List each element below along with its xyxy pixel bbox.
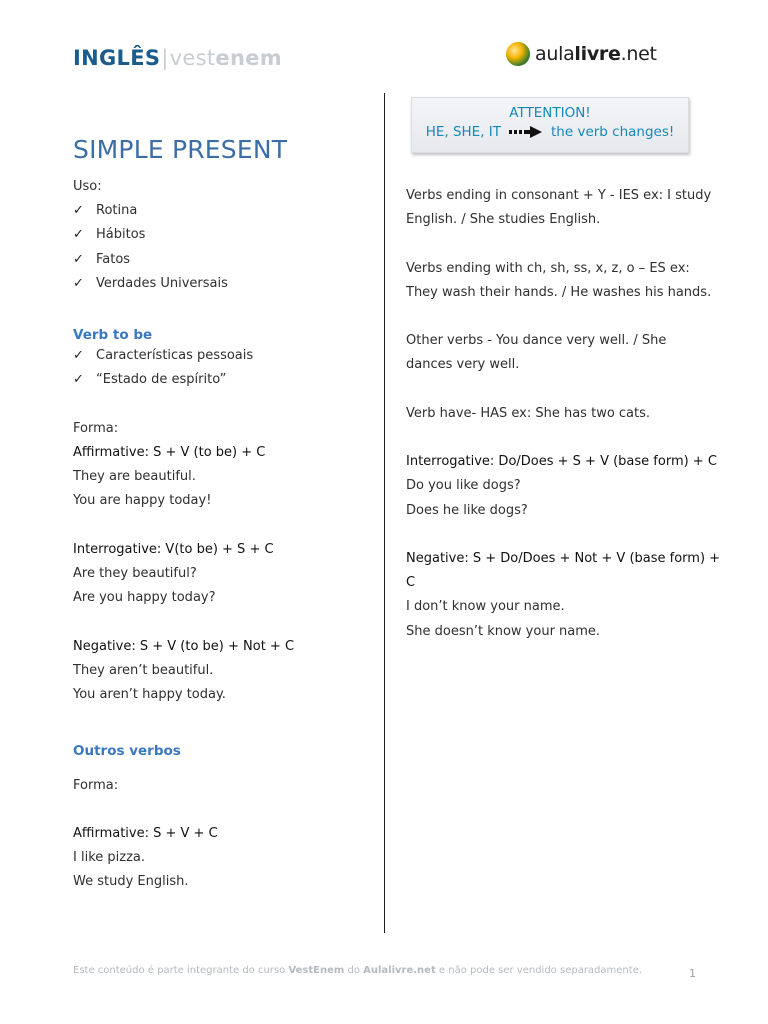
example-line: Does he like dogs?: [406, 502, 528, 518]
example-line: Are they beautiful?: [73, 566, 197, 581]
verb-to-be-heading: Verb to be: [73, 327, 153, 344]
attention-pronouns: HE, SHE, IT: [425, 124, 502, 140]
rule-text: dances very well.: [406, 357, 520, 373]
forma-label: Forma:: [73, 420, 119, 436]
arrow-right-icon: [509, 126, 543, 138]
column-divider: [384, 93, 385, 933]
page-title: SIMPLE PRESENT: [73, 135, 288, 164]
uso-item: ✓ Verdades Universais: [73, 272, 373, 296]
rule-text: Verbs ending with ch, sh, ss, x, z, o – ES ex:: [406, 260, 690, 276]
right-column: [406, 184, 721, 644]
example-line: They are beautiful.: [73, 469, 196, 485]
attention-line: [412, 124, 688, 140]
rule-text: Verbs ending in consonant + Y - IES ex: I study: [406, 188, 712, 203]
verb-to-be-item: ✓ “Estado de espírito”: [73, 368, 373, 392]
negative-rule: Negative: S + V (to be) + Not + C: [73, 638, 295, 654]
aulalivre-logo: [506, 42, 657, 66]
globe-icon: [506, 42, 530, 66]
verb-to-be-item: ✓ Características pessoais: [73, 344, 373, 368]
attention-box: [411, 97, 689, 153]
interrogative-rule: Interrogative: V(to be) + S + C: [73, 541, 274, 557]
forma-label: Forma:: [73, 777, 119, 793]
example-line: Are you happy today?: [73, 590, 216, 606]
outros-verbos-heading: Outros verbos: [73, 743, 181, 760]
negative-rule: C: [406, 575, 416, 591]
left-column: [73, 175, 373, 895]
brand-vest: vest: [169, 46, 216, 70]
rule-text: Other verbs - You dance very well. / She: [406, 333, 667, 349]
example-line: You aren’t happy today.: [73, 687, 226, 702]
example-line: Do you like dogs?: [406, 478, 521, 494]
interrogative-rule: Interrogative: Do/Does + S + V (base form) + C: [406, 454, 717, 470]
page-number: 1: [689, 967, 696, 980]
negative-rule: Negative: S + Do/Does + Not + V (base form) +: [406, 550, 721, 566]
logo-text: aulalivre.net: [535, 43, 657, 65]
example-line: She doesn’t know your name.: [406, 623, 601, 639]
example-line: They aren’t beautiful.: [73, 662, 214, 678]
subject-label: INGLÊS: [73, 46, 161, 70]
example-line: I don’t know your name.: [406, 599, 565, 615]
uso-item: ✓ Hábitos: [73, 223, 373, 247]
attention-title: ATTENTION!: [509, 105, 591, 121]
uso-item: ✓ Rotina: [73, 199, 373, 223]
footer-note: Este conteúdo é parte integrante do curso VestEnem do Aulalivre.net e não pode ser vendido separadamente.: [73, 965, 643, 976]
attention-result: the verb changes!: [551, 124, 675, 140]
header-brand: [73, 46, 282, 70]
rule-text: Verb have- HAS ex: She has two cats.: [406, 405, 651, 421]
brand-enem: enem: [215, 46, 282, 70]
uso-item: ✓ Fatos: [73, 248, 373, 272]
affirmative-rule: Affirmative: S + V + C: [73, 825, 218, 841]
rule-text: They wash their hands. / He washes his hands.: [406, 284, 712, 300]
example-line: I like pizza.: [73, 850, 145, 866]
affirmative-rule: Affirmative: S + V (to be) + C: [73, 445, 266, 460]
uso-label: Uso:: [73, 179, 102, 194]
rule-text: English. / She studies English.: [406, 212, 601, 228]
example-line: You are happy today!: [73, 493, 212, 509]
example-line: We study English.: [73, 874, 189, 890]
header-separator: |: [161, 46, 169, 70]
